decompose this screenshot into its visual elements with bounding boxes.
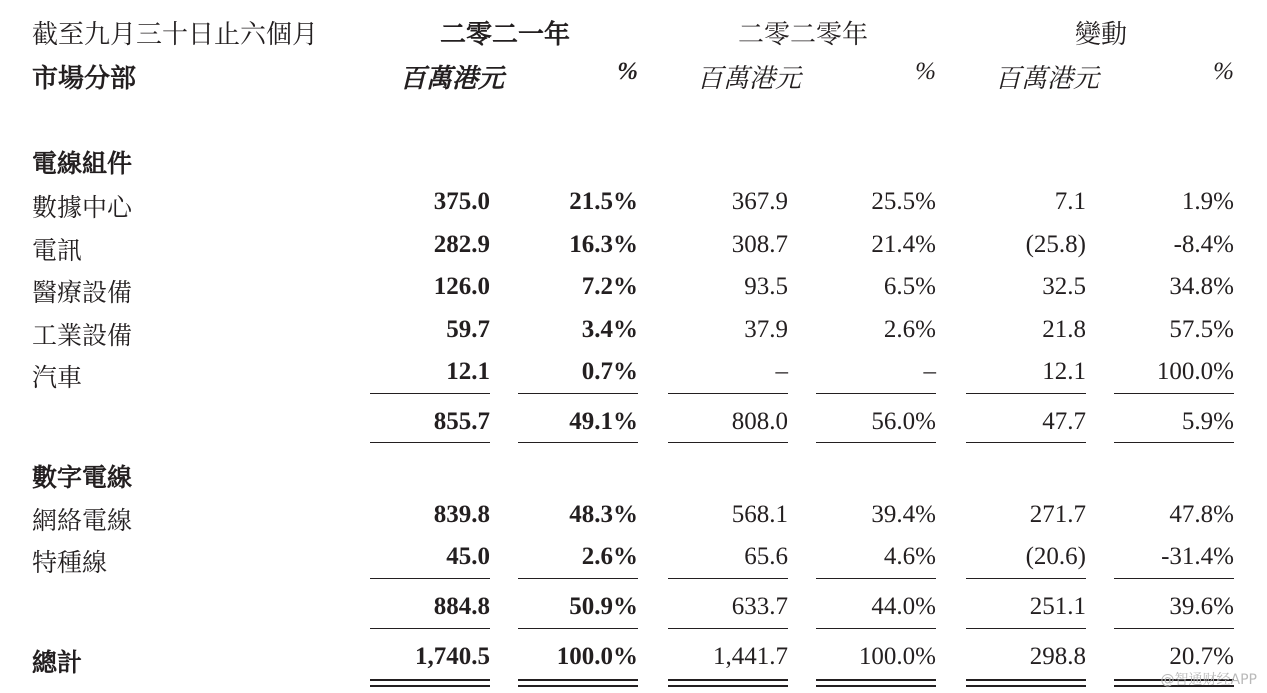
cell-change-value: (25.8) [1025,231,1086,258]
row-label: 醫療設備 [32,278,133,307]
cell-change-value: 298.8 [1029,643,1086,670]
cell-2021-value: 12.1 [446,358,490,385]
cell-change-pct: -31.4% [1161,543,1234,570]
cell-2021-value: 282.9 [433,231,490,258]
row-label: 汽車 [32,363,83,392]
subtotal-rule [966,578,1086,579]
cell-2020-pct: 21.4% [871,231,936,258]
year-2020-header: 二零二零年 [737,20,868,50]
cell-change-pct: 47.8% [1169,501,1234,528]
cell-2021-value: 1,740.5 [415,643,490,670]
cell-2021-pct: 100.0% [556,643,638,670]
subtotal-rule [1114,393,1234,394]
total-double-rule [966,679,1086,687]
unit-pct-2020: % [915,58,936,85]
row-label: 工業設備 [32,321,133,350]
cell-2021-value: 884.8 [433,593,490,620]
cell-change-value: 12.1 [1042,358,1086,385]
cell-change-value: 271.7 [1029,501,1086,528]
cell-2021-pct: 16.3% [569,231,638,258]
cell-change-pct: 34.8% [1169,273,1234,300]
section-title-digital-cables: 數字電線 [32,463,133,492]
subtotal-rule [966,442,1086,443]
cell-2021-value: 126.0 [433,273,490,300]
subtotal-rule [1114,442,1234,443]
subtotal-rule [1114,578,1234,579]
cell-change-pct: 5.9% [1181,408,1234,435]
cell-2020-pct: 6.5% [883,273,936,300]
cell-2020-value: 633.7 [731,593,788,620]
cell-2021-pct: 49.1% [569,408,638,435]
cell-change-pct: 57.5% [1169,316,1234,343]
cell-2020-pct: 4.6% [883,543,936,570]
cell-2020-pct: 25.5% [871,188,936,215]
total-rule [1114,628,1234,629]
cell-change-value: (20.6) [1025,543,1086,570]
cell-change-pct: 100.0% [1156,358,1234,385]
total-double-rule [370,679,490,687]
subtotal-rule [518,578,638,579]
cell-change-pct: 1.9% [1181,188,1234,215]
total-double-rule [668,679,788,687]
unit-hkd-change: 百萬港元 [995,64,1100,94]
unit-pct-change: % [1213,58,1234,85]
total-rule [370,628,490,629]
subtotal-rule [816,393,936,394]
period-label: 截至九月三十日止六個月 [32,20,319,50]
row-label: 網絡電線 [32,506,133,535]
cell-2020-pct: 56.0% [871,408,936,435]
cell-2020-pct: 100.0% [858,643,936,670]
cell-2021-pct: 0.7% [581,358,638,385]
cell-change-value: 21.8 [1042,316,1086,343]
subtotal-rule [518,442,638,443]
cell-change-value: 47.7 [1042,408,1086,435]
cell-change-value: 251.1 [1029,593,1086,620]
cell-2020-pct: – [923,358,936,385]
total-double-rule [518,679,638,687]
cell-2021-value: 45.0 [446,543,490,570]
subtotal-rule [966,393,1086,394]
subtotal-rule [816,442,936,443]
cell-2021-pct: 3.4% [581,316,638,343]
segment-label: 市場分部 [32,64,137,94]
section-title-wire-assemblies: 電線組件 [32,149,133,178]
subtotal-rule [370,393,490,394]
cell-2020-value: 93.5 [744,273,788,300]
total-rule [966,628,1086,629]
cell-2020-value: 367.9 [731,188,788,215]
cell-2021-pct: 50.9% [569,593,638,620]
row-label: 數據中心 [32,193,133,222]
unit-hkd-2020: 百萬港元 [697,64,802,94]
total-rule [668,628,788,629]
cell-2020-value: 37.9 [744,316,788,343]
cell-2021-pct: 48.3% [569,501,638,528]
change-header: 變動 [1074,20,1127,50]
cell-change-pct: 39.6% [1169,593,1234,620]
cell-2020-value: 65.6 [744,543,788,570]
watermark: @智通财经APP [1160,672,1257,688]
cell-2021-value: 855.7 [433,408,490,435]
cell-2020-pct: 44.0% [871,593,936,620]
subtotal-rule [668,578,788,579]
year-2021-header: 二零二一年 [439,20,570,50]
subtotal-rule [816,578,936,579]
subtotal-rule [668,442,788,443]
cell-2021-pct: 2.6% [581,543,638,570]
total-double-rule [816,679,936,687]
total-rule [816,628,936,629]
cell-2020-value: 308.7 [731,231,788,258]
cell-2021-value: 839.8 [433,501,490,528]
cell-2020-value: – [775,358,788,385]
cell-2020-value: 568.1 [731,501,788,528]
cell-2020-value: 808.0 [731,408,788,435]
unit-pct-2021: % [617,58,638,85]
subtotal-rule [370,578,490,579]
cell-2021-pct: 7.2% [581,273,638,300]
cell-2021-value: 59.7 [446,316,490,343]
subtotal-rule [370,442,490,443]
cell-2020-value: 1,441.7 [713,643,788,670]
cell-2020-pct: 39.4% [871,501,936,528]
cell-change-value: 32.5 [1042,273,1086,300]
subtotal-rule [518,393,638,394]
cell-change-pct: 20.7% [1169,643,1234,670]
cell-change-pct: -8.4% [1173,231,1234,258]
cell-2020-pct: 2.6% [883,316,936,343]
row-label: 電訊 [32,236,83,265]
unit-hkd-2021: 百萬港元 [400,64,505,94]
total-rule [518,628,638,629]
row-label: 特種線 [32,548,108,577]
cell-2021-pct: 21.5% [569,188,638,215]
cell-change-value: 7.1 [1054,188,1086,215]
total-label: 總計 [32,648,83,677]
subtotal-rule [668,393,788,394]
cell-2021-value: 375.0 [433,188,490,215]
